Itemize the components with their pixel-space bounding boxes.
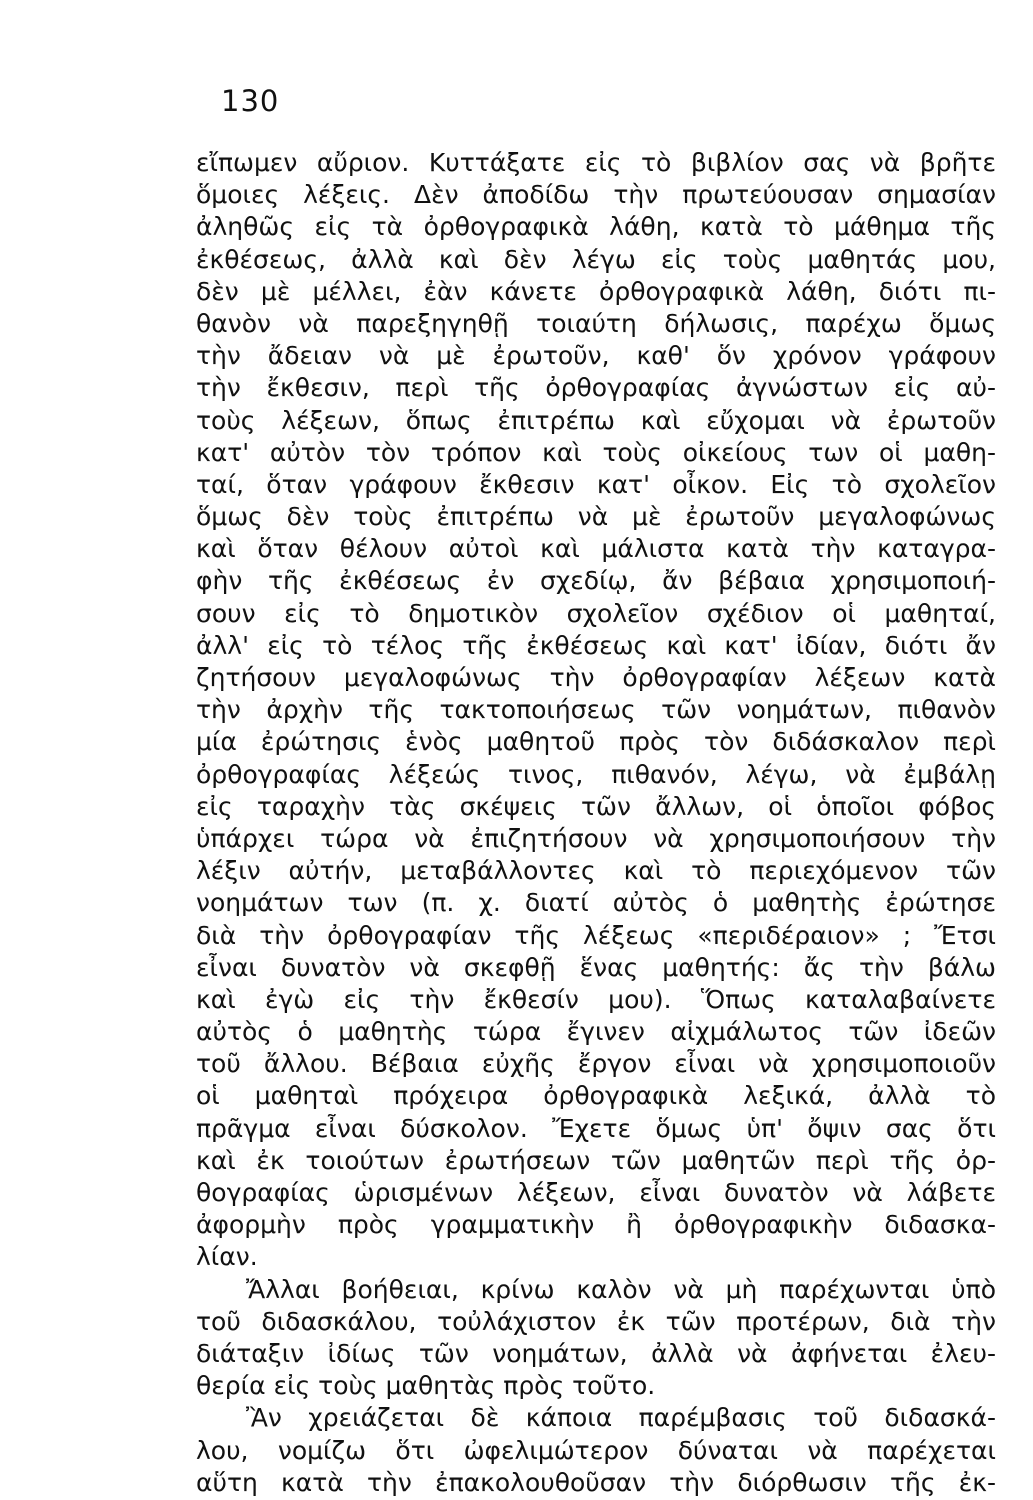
- text-line: λέξιν αὐτήν, μεταβάλλοντες καὶ τὸ περιεχόμενον τῶν: [196, 856, 996, 886]
- text-line: μία ἐρώτησις ἑνὸς μαθητοῦ πρὸς τὸν διδάσκαλον περὶ: [196, 727, 996, 757]
- text-line: οἱ μαθηταὶ πρόχειρα ὀρθογραφικὰ λεξικά, ἀλλὰ τὸ: [196, 1081, 996, 1111]
- text-line: αὐτὸς ὁ μαθητὴς τώρα ἔγινεν αἰχμάλωτος τῶν ἰδεῶν: [196, 1017, 996, 1047]
- text-line: ἐκθέσεως, ἀλλὰ καὶ δὲν λέγω εἰς τοὺς μαθητάς μου,: [196, 244, 996, 274]
- text-line: αὕτη κατὰ τὴν ἐπακολουθοῦσαν τὴν διόρθωσιν τῆς ἐκ-: [196, 1467, 996, 1497]
- page-number: 130: [221, 84, 280, 118]
- text-line: τοῦ διδασκάλου, τοὐλάχιστον ἐκ τῶν προτέρων, διὰ τὴν: [196, 1306, 996, 1336]
- text-line: τὴν ἀρχὴν τῆς τακτοποιήσεως τῶν νοημάτων, πιθανὸν: [196, 695, 996, 725]
- text-line: καὶ ἐγὼ εἰς τὴν ἔκθεσίν μου). Ὅπως καταλαβαίνετε: [196, 984, 996, 1014]
- text-line: ἀλλ' εἰς τὸ τέλος τῆς ἐκθέσεως καὶ κατ' ἰδίαν, διότι ἄν: [196, 630, 996, 660]
- text-line: δὲν μὲ μέλλει, ἐὰν κάνετε ὀρθογραφικὰ λάθη, διότι πι-: [196, 276, 996, 306]
- text-line: θανὸν νὰ παρεξηγηθῇ τοιαύτη δήλωσις, παρέχω ὅμως: [196, 308, 996, 338]
- text-line: ταί, ὅταν γράφουν ἔκθεσιν κατ' οἶκον. Εἰς τὸ σχολεῖον: [196, 469, 996, 499]
- text-line: λου, νομίζω ὅτι ὠφελιμώτερον δύναται νὰ παρέχεται: [196, 1435, 996, 1465]
- text-line: κατ' αὐτὸν τὸν τρόπον καὶ τοὺς οἰκείους των οἱ μαθη-: [196, 437, 996, 467]
- text-line: θερία εἰς τοὺς μαθητὰς πρὸς τοῦτο.: [196, 1371, 656, 1401]
- text-line: ὅμοιες λέξεις. Δὲν ἀποδίδω τὴν πρωτεύουσαν σημασίαν: [196, 180, 996, 210]
- text-line: θογραφίας ὡρισμένων λέξεων, εἶναι δυνατὸν νὰ λάβετε: [196, 1178, 996, 1207]
- text-line: σουν εἰς τὸ δημοτικὸν σχολεῖον σχέδιον οἱ μαθηταί,: [196, 598, 996, 628]
- text-line: τὴν ἄδειαν νὰ μὲ ἐρωτοῦν, καθ' ὅν χρόνον γράφουν: [196, 341, 996, 371]
- text-line: εἴπωμεν αὔριον. Κυττάξατε εἰς τὸ βιβλίον σας νὰ βρῆτε: [196, 148, 996, 177]
- text-line: πρᾶγμα εἶναι δύσκολον. Ἔχετε ὅμως ὑπ' ὄψιν σας ὅτι: [196, 1113, 996, 1143]
- text-line: ὅμως δὲν τοὺς ἐπιτρέπω νὰ μὲ ἐρωτοῦν μεγαλοφώνως: [196, 502, 996, 532]
- text-line: Ἂν χρειάζεται δὲ κάποια παρέμβασις τοῦ διδασκά-: [246, 1403, 996, 1433]
- body-text: [196, 147, 996, 1499]
- text-line: καὶ ἐκ τοιούτων ἐρωτήσεων τῶν μαθητῶν περὶ τῆς ὀρ-: [196, 1145, 996, 1175]
- text-line: νοημάτων των (π. χ. διατί αὐτὸς ὁ μαθητὴς ἐρώτησε: [196, 888, 996, 918]
- text-line: καὶ ὅταν θέλουν αὐτοὶ καὶ μάλιστα κατὰ τὴν καταγρα-: [196, 534, 996, 564]
- text-line: ἀληθῶς εἰς τὰ ὀρθογραφικὰ λάθη, κατὰ τὸ μάθημα τῆς: [196, 212, 996, 242]
- text-line: εἶναι δυνατὸν νὰ σκεφθῇ ἕνας μαθητής: ἄς τὴν βάλω: [196, 952, 996, 982]
- text-line: τὴν ἔκθεσιν, περὶ τῆς ὀρθογραφίας ἀγνώστων εἰς αὐ-: [196, 373, 996, 403]
- text-line: τοῦ ἄλλου. Βέβαια εὐχῆς ἔργον εἶναι νὰ χρησιμοποιοῦν: [196, 1049, 996, 1079]
- text-line: ὑπάρχει τώρα νὰ ἐπιζητήσουν νὰ χρησιμοποιήσουν τὴν: [196, 823, 996, 853]
- text-line: λίαν.: [196, 1242, 258, 1272]
- text-line: ζητήσουν μεγαλοφώνως τὴν ὀρθογραφίαν λέξεων κατὰ: [196, 663, 996, 692]
- text-line: Ἄλλαι βοήθειαι, κρίνω καλὸν νὰ μὴ παρέχωνται ὑπὸ: [246, 1274, 996, 1304]
- text-line: εἰς ταραχὴν τὰς σκέψεις τῶν ἄλλων, οἱ ὁποῖοι φόβος: [196, 791, 996, 821]
- text-line: διάταξιν ἰδίως τῶν νοημάτων, ἀλλὰ νὰ ἀφήνεται ἐλευ-: [196, 1338, 996, 1368]
- text-line: ὀρθογραφίας λέξεώς τινος, πιθανόν, λέγω, νὰ ἐμβάλῃ: [196, 759, 996, 789]
- text-line: τοὺς λέξεων, ὅπως ἐπιτρέπω καὶ εὔχομαι νὰ ἐρωτοῦν: [196, 405, 996, 435]
- text-line: ἀφορμὴν πρὸς γραμματικὴν ἢ ὀρθογραφικὴν διδασκα-: [196, 1210, 996, 1240]
- text-line: διὰ τὴν ὀρθογραφίαν τῆς λέξεως «περιδέραιον» ; Ἔτσι: [196, 920, 996, 950]
- text-line: φὴν τῆς ἐκθέσεως ἐν σχεδίῳ, ἄν βέβαια χρησιμοποιή-: [196, 566, 996, 596]
